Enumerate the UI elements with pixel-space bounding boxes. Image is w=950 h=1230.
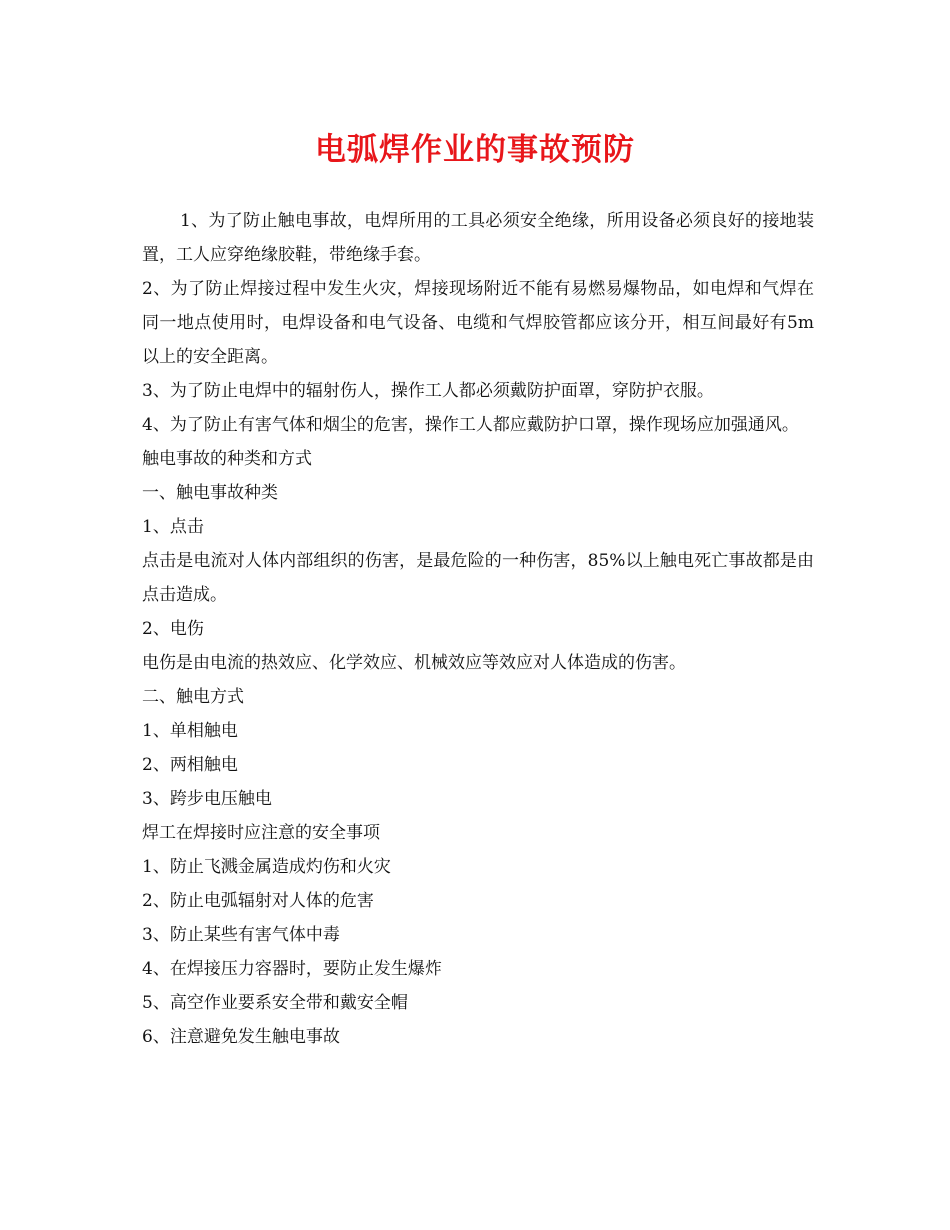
list-item: 6、注意避免发生触电事故 [142,1027,340,1047]
list-item: 1、点击 [142,517,204,537]
list-item: 3、跨步电压触电 [142,789,272,809]
list-item: 5、高空作业要系安全带和戴安全帽 [142,993,408,1013]
paragraph-3: 3、为了防止电焊中的辐射伤人，操作工人都必须戴防护面罩，穿防护衣服。 [142,381,714,401]
subsection-heading-shock-methods: 二、触电方式 [142,687,244,707]
paragraph-2: 2、为了防止焊接过程中发生火灾，焊接现场附近不能有易燃易爆物品，如电焊和气焊在同一地点使用时，电焊设备和电气设备、电缆和气焊胶管都应该分开，相互间最好有5m以上的安全距离。 [142,279,814,367]
document-title: 电弧焊作业的事故预防 [315,132,635,168]
paragraph-4: 4、为了防止有害气体和烟尘的危害，操作工人都应戴防护口罩，操作现场应加强通风。 [142,415,799,435]
list-item: 1、单相触电 [142,721,238,741]
document-body [142,204,814,1054]
list-item: 2、防止电弧辐射对人体的危害 [142,891,374,911]
list-item: 3、防止某些有害气体中毒 [142,925,340,945]
paragraph-1: 1、为了防止触电事故，电焊所用的工具必须安全绝缘，所用设备必须良好的接地装置，工人应穿绝缘胶鞋，带绝缘手套。 [142,211,814,265]
paragraph-electric-injury: 电伤是由电流的热效应、化学效应、机械效应等效应对人体造成的伤害。 [142,653,686,673]
list-item: 4、在焊接压力容器时，要防止发生爆炸 [142,959,442,979]
subsection-heading-shock-types: 一、触电事故种类 [142,483,278,503]
list-item: 2、两相触电 [142,755,238,775]
section-heading-shock-types-methods: 触电事故的种类和方式 [142,449,312,469]
paragraph-electric-shock: 点击是电流对人体内部组织的伤害，是最危险的一种伤害，85%以上触电死亡事故都是由点击造成。 [142,551,814,605]
list-item: 1、防止飞溅金属造成灼伤和火灾 [142,857,391,877]
list-item: 2、电伤 [142,619,204,639]
section-heading-welder-safety: 焊工在焊接时应注意的安全事项 [142,823,380,843]
